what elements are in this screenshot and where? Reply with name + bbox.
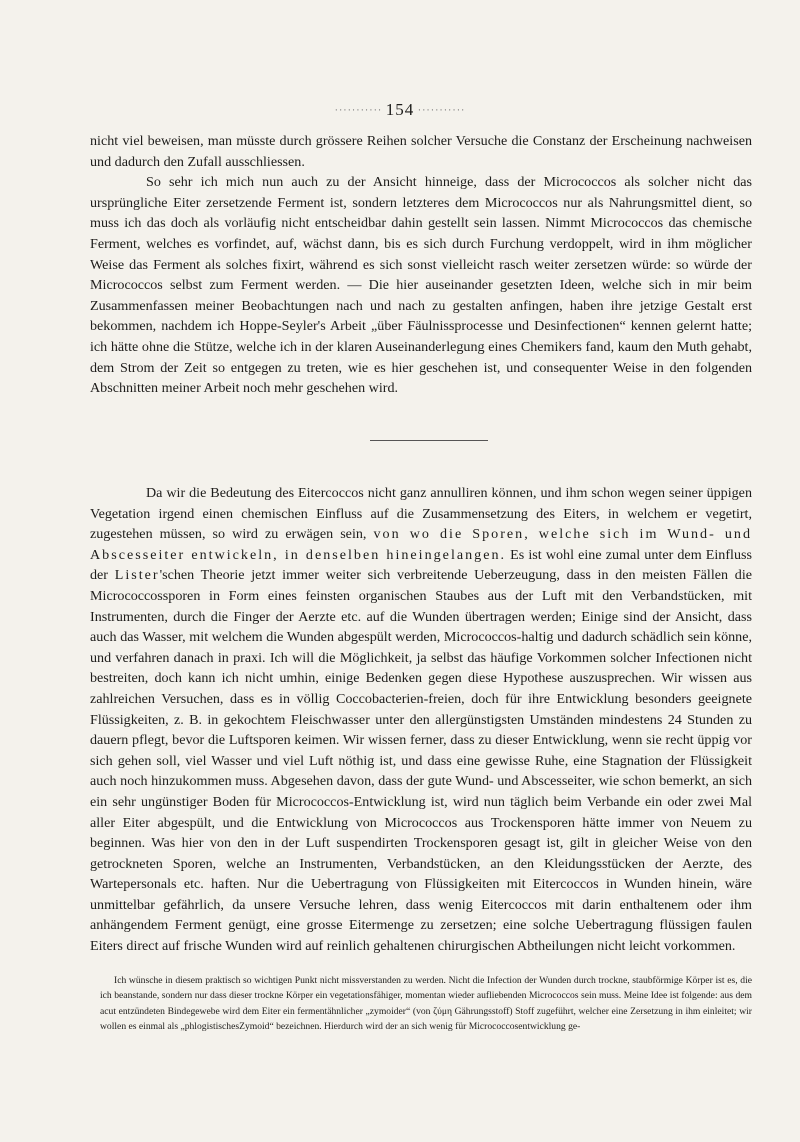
section-divider [370,440,488,441]
paragraph: nicht viel beweisen, man müsste durch grössere Reihen solcher Versuche die Constanz der Erscheinung nachweisen und dadurch den Zufall ausschliessen. [90,133,752,170]
footnote [100,973,752,1035]
page-number-text: 154 [385,100,415,119]
footnote-text: Ich wünsche in diesem praktisch so wichtigen Punkt nicht missverstanden zu werden. Nicht die Infection der Wunden durch trockne, staubförmige Körper ist es, die ich beanstande, sondern nur dass dieser trockne Körper ein vegetationsfähiger, momentan wieder aufliebenden Micrococcos sein muss. Meine Idee ist folgende: aus dem acut entzündeten Bindegewebe wird dem Eiter ein fermentähnlicher „zymoider“ (von ζύμη Gährungsstoff) Stoff zugeführt, welcher eine Zersetzung in ihm einleitet; wir wollen es einmal als „phlogistischesZymoid“ bezeichnen. Hierdurch wird der an sich wenig für Micrococcosentwicklung ge- [100,975,752,1033]
paragraph-text: Da wir die Bedeutung des Eitercoccos nicht ganz annulliren können, und ihm schon wegen seiner üppigen Vegetation irgend einen chemischen Einfluss auf die Zusammensetzung des Eiters, in welchem er vegetirt, zugestehen müssen, so wird zu erwägen sein, [90,485,752,543]
text-block-top [90,131,752,399]
paragraph-text: Es ist wohl eine zumal unter dem Einfluss der [90,546,752,584]
emphasized-text: von wo die Sporen, welche sich im Wund- und Abscesseiter entwickeln, in denselben hineingelangen. [90,526,752,563]
text-block-main [90,483,752,957]
emphasized-name: Lister [114,567,160,584]
paragraph-text: 'schen Theorie jetzt immer weiter sich verbreitende Ueberzeugung, dass in den meisten Fällen die Micrococcossporen in Form eines feinsten organischen Staubes aus der Luft mit den Verbandstücken, mit Instrumenten, durch die Finger der Aerzte etc. auf die Wunden übertragen werden; Einige sind der Ansicht, dass auch das Wasser, mit welchem die Wunden abgespült werden, Micrococcos-haltig und dadurch schädlich sein könne, und verfahren danach in praxi. Ich will die Möglichkeit, ja selbst das häufige Vorkommen solcher Infectionen nicht bestreiten, doch kann ich nicht umhin, einige Bedenken gegen diese Hypothese auszusprechen. Wir wissen aus zahlreichen Versuchen, dass es in völlig Coccobacterien-freien, doch für ihre Entwicklung besonders geeignete Flüssigkeiten, z. B. in gekochtem Fleischwasser unter den allergünstigsten Umständen mindestens 24 Stunden zu dauern pflegt, bevor die Luftsporen keimen. Wir wissen ferner, dass zu dieser Entwicklung, wenn sie recht üppig vor sich gehen soll, viel Wasser und viel Luft nöthig ist, und dass eine gewisse Ruhe, eine Stagnation der Flüssigkeit auch noch hinzukommen muss. Abgesehen davon, dass der gute Wund- und Abscesseiter, wie schon bemerkt, an sich ein sehr ungünstiger Boden für Micrococcos-Entwicklung ist, wird nun täglich beim Verbande ein oder zwei Mal aller Eiter abgespült, und die Entwicklung von Micrococcos aus Trockensporen hätte immer von Neuem zu beginnen. Was hier von den in der Luft suspendirten Trockensporen gesagt ist, gilt in gleicher Weise von den getrockneten Sporen, welche an Instrumenten, Verbandstücken, an den Kleidungsstücken der Aerzte, des Wartepersonals etc. haften. Nur die Uebertragung von Flüssigkeiten mit Eitercoccos in Wunden hinein, wäre unmittelbar gefährlich, da unsere Versuche lehren, dass wenig Eitercoccos mit darin enthaltenem oder ihm anhängendem Ferment genügt, eine grosse Eitermenge zu zersetzen; eine solche Uebertragung flüssigen faulen Eiters direct auf frische Wunden wird auf reinlich gehaltenen chirurgischen Abtheilungen nicht leicht vorkommen. [90,567,752,955]
page-number: ··········· 154 ··········· [334,100,466,119]
paragraph [90,483,752,957]
paragraph: So sehr ich mich nun auch zu der Ansicht hinneige, dass der Micrococcos als solcher nicht das ursprüngliche Eiter zersetzende Ferment ist, sondern letzteres dem Micrococcos nur als Nahrungsmittel dient, so muss ich das doch als vorläufig nicht entscheidbar dahin gestellt sein lassen. Nimmt Micrococcos das chemische Ferment, welches es vorfindet, auf, wächst dann, bis es sich durch Furchung verdoppelt, wird in ihm möglicher Weise das Ferment als solches fixirt, während es sich sonst vielleicht rasch weiter zersetzen würde: so würde der Micrococcos selbst zum Ferment werden. — Die hier auseinander gesetzten Ideen, welche sich in mir beim Zusammenfassen meiner Beobachtungen nach und nach zu gestalten anfingen, haben ihre jetzige Gestalt erst bekommen, nachdem ich Hoppe-Seyler's Arbeit „über Fäulnissprocesse und Desinfectionen“ kennen gelernt hatte; ich hätte ohne die Stütze, welche ich in der klaren Auseinanderlegung eines Chemikers fand, kaum den Muth gehabt, dem Strom der Zeit so entgegen zu treten, wie es hier geschehen ist, und consequenter Weise in den folgenden Abschnitten meiner Arbeit noch mehr geschehen wird. [90,174,752,397]
